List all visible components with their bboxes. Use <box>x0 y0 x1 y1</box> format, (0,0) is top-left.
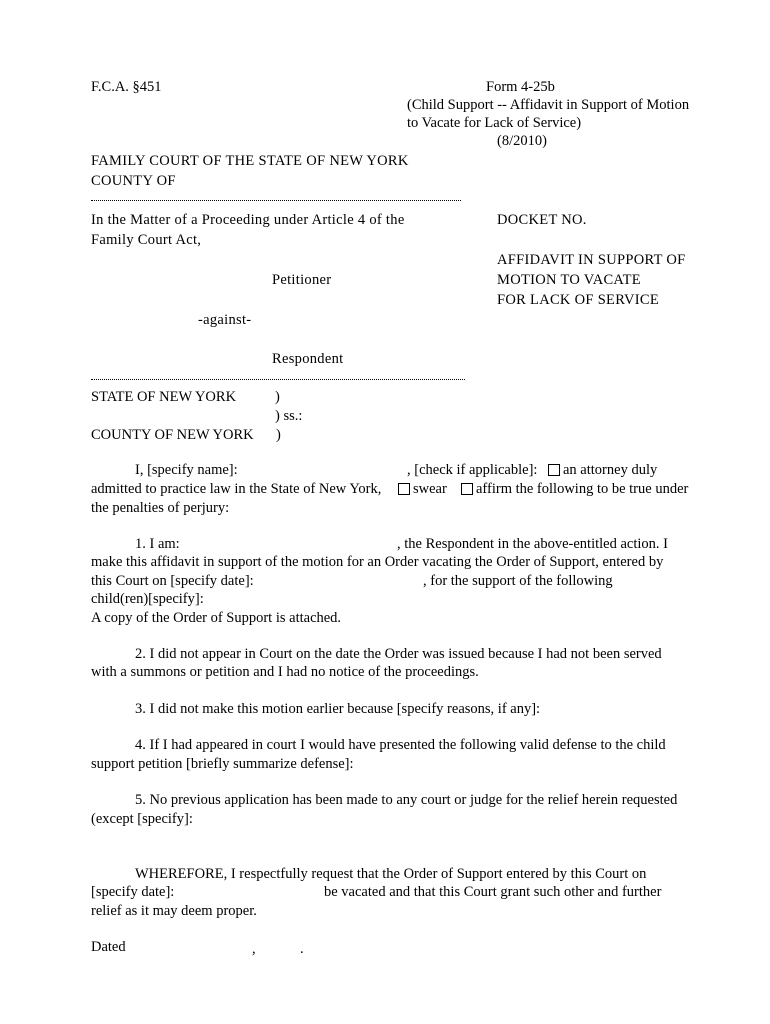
wherefore-line1: WHEREFORE, I respectfully request that the Order of Support entered by this Court on <box>135 866 647 882</box>
check-if-applicable-label: , [check if applicable]: <box>407 462 538 478</box>
venue-paren: ) <box>275 389 280 405</box>
para1-line3-label: this Court on [specify date]: <box>91 573 254 589</box>
intro-line3: the penalties of perjury: <box>91 500 230 516</box>
para4-line2: support petition [briefly summarize defense]: <box>91 756 354 772</box>
matter-line2: Family Court Act, <box>91 232 202 248</box>
para5-line2: (except [specify]: <box>91 811 193 827</box>
venue-state: STATE OF NEW YORK <box>91 389 237 405</box>
against-label: -against- <box>198 312 252 328</box>
venue-county: COUNTY OF NEW YORK <box>91 427 254 443</box>
affirm-checkbox[interactable] <box>461 483 473 495</box>
dated-comma: , <box>252 941 256 957</box>
affirm-label: affirm the following to be true under <box>476 481 689 497</box>
matter-line1: In the Matter of a Proceeding under Article 4 of the <box>91 212 405 228</box>
statute-reference: F.C.A. §451 <box>91 79 162 95</box>
docket-number-label: DOCKET NO. <box>497 212 587 228</box>
para2-line1: 2. I did not appear in Court on the date the Order was issued because I had not been served <box>135 646 662 662</box>
form-number: Form 4-25b <box>486 79 555 95</box>
caption-bottom-divider <box>91 379 465 380</box>
wherefore-line2-rest: be vacated and that this Court grant such other and further <box>324 884 662 900</box>
para1-line1-label: 1. I am: <box>135 536 180 552</box>
court-county: COUNTY OF <box>91 173 176 189</box>
affiant-name-label: I, [specify name]: <box>135 462 238 478</box>
attorney-checkbox[interactable] <box>548 464 560 476</box>
para4-line1: 4. If I had appeared in court I would have presented the following valid defense to the child <box>135 737 666 753</box>
form-revision-date: (8/2010) <box>497 133 547 149</box>
wherefore-line3: relief as it may deem proper. <box>91 903 257 919</box>
form-description-line1: (Child Support -- Affidavit in Support of Motion <box>407 97 690 113</box>
para5-line1: 5. No previous application has been made to any court or judge for the relief herein requested <box>135 792 678 808</box>
venue-ss: ) ss.: <box>275 408 303 424</box>
document-title-line3: FOR LACK OF SERVICE <box>497 292 660 308</box>
para1-line5: A copy of the Order of Support is attached. <box>91 610 342 626</box>
wherefore-line2-label: [specify date]: <box>91 884 175 900</box>
para1-line4: child(ren)[specify]: <box>91 591 204 607</box>
swear-label: swear <box>413 481 447 497</box>
petitioner-label: Petitioner <box>272 272 332 288</box>
document-title-line2: MOTION TO VACATE <box>497 272 641 288</box>
document-title-line1: AFFIDAVIT IN SUPPORT OF <box>497 252 686 268</box>
para1-line2: make this affidavit in support of the motion for an Order vacating the Order of Support, entered by <box>91 554 664 570</box>
para1-line3-rest: , for the support of the following <box>423 573 613 589</box>
para1-line1-rest: , the Respondent in the above-entitled action. I <box>397 536 668 552</box>
dated-period: . <box>300 941 304 957</box>
attorney-checkbox-label: an attorney duly <box>563 462 658 478</box>
intro-line2: admitted to practice law in the State of New York, <box>91 481 382 497</box>
venue-paren: ) <box>276 427 281 443</box>
dated-label: Dated <box>91 939 126 955</box>
swear-checkbox[interactable] <box>398 483 410 495</box>
form-description-line2: to Vacate for Lack of Service) <box>407 115 582 131</box>
caption-top-divider <box>91 200 461 201</box>
para2-line2: with a summons or petition and I had no notice of the proceedings. <box>91 664 479 680</box>
court-name: FAMILY COURT OF THE STATE OF NEW YORK <box>91 153 409 169</box>
para3-line1: 3. I did not make this motion earlier because [specify reasons, if any]: <box>135 701 541 717</box>
respondent-label: Respondent <box>272 351 344 367</box>
